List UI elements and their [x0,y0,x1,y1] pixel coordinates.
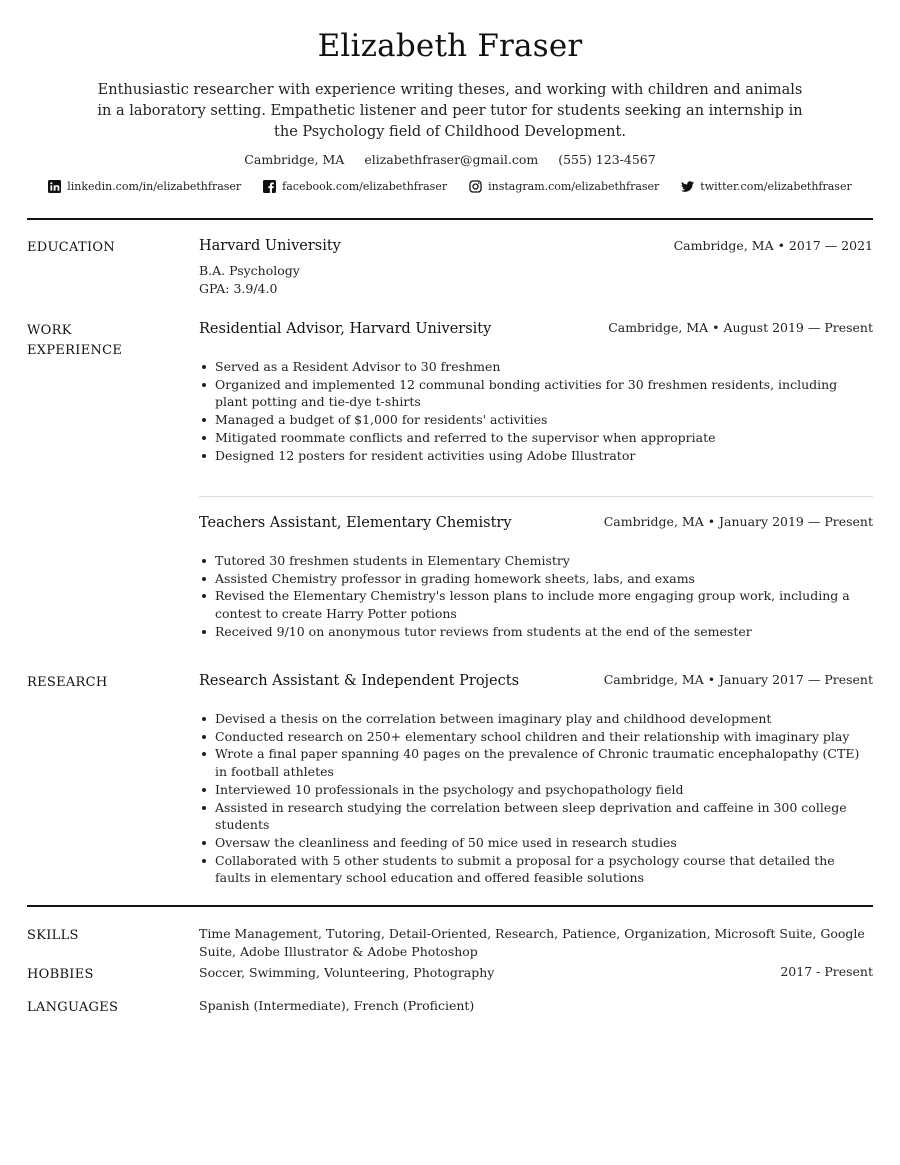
education-gpa: GPA: 3.9/4.0 [199,281,278,296]
list-item: Designed 12 posters for resident activities using Adobe Illustrator [199,447,873,465]
education-school: Harvard University [199,238,341,254]
job-title: Residential Advisor, Harvard University [199,321,492,337]
twitter-icon [681,180,694,193]
skills-label: SKILLS [27,928,79,943]
job-divider [199,496,873,497]
list-item: Interviewed 10 professionals in the psychology and psychopathology field [199,781,873,799]
phone: (555) 123-4567 [558,152,656,167]
linkedin-icon [48,180,61,193]
summary: Enthusiastic researcher with experience writing theses, and working with children and animals in a laboratory setting. Empathetic listener and peer tutor for students seeking an internship in the Psychology field of Childhood Development. [97,82,803,140]
list-item: Received 9/10 on anonymous tutor reviews from students at the end of the semester [199,623,873,641]
job-title: Teachers Assistant, Elementary Chemistry [199,515,512,531]
research-meta: Cambridge, MA • January 2017 — Present [603,672,873,687]
work-experience-label [27,321,122,361]
list-item: Collaborated with 5 other students to submit a proposal for a psychology course that detailed the faults in elementary school education and offered feasible solutions [199,852,873,887]
education-degree: B.A. Psychology [199,263,300,278]
linkedin-url: linkedin.com/in/elizabethfraser [67,180,242,193]
education-label: EDUCATION [27,240,116,255]
list-item: Conducted research on 250+ elementary school children and their relationship with imaginary play [199,728,873,746]
job-bullets [199,358,873,464]
list-item: Tutored 30 freshmen students in Elementary Chemistry [199,552,873,570]
list-item: Mitigated roommate conflicts and referred to the supervisor when appropriate [199,429,873,447]
facebook-icon [263,180,276,193]
email[interactable]: elizabethfraser@gmail.com [364,152,539,167]
list-item: Managed a budget of $1,000 for residents' activities [199,411,873,429]
research-bullets [199,710,873,887]
hobbies-text: Soccer, Swimming, Volunteering, Photography [199,965,495,980]
list-item: Revised the Elementary Chemistry's lesson plans to include more engaging group work, including a contest to create Harry Potter potions [199,587,873,622]
facebook-link[interactable] [263,180,447,193]
location: Cambridge, MA [244,152,345,167]
skills-text: Time Management, Tutoring, Detail-Oriented, Research, Patience, Organization, Microsoft Suite, Google Suite, Adobe Illustrator & Adobe Photoshop [199,926,865,959]
header-divider [27,218,873,220]
job-bullets [199,552,873,641]
twitter-url: twitter.com/elizabethfraser [700,180,852,193]
twitter-link[interactable] [681,180,851,193]
list-item: Assisted in research studying the correlation between sleep deprivation and caffeine in 300 college students [199,799,873,834]
list-item: Served as a Resident Advisor to 30 freshmen [199,358,873,376]
instagram-icon [469,180,482,193]
list-item: Assisted Chemistry professor in grading homework sheets, labs, and exams [199,570,873,588]
social-links [0,180,900,193]
work-label-line2: EXPERIENCE [27,343,123,358]
list-item: Organized and implemented 12 communal bonding activities for 30 freshmen residents, including plant potting and tie-dye t-shirts [199,376,873,411]
facebook-url: facebook.com/elizabethfraser [282,180,448,193]
job-meta: Cambridge, MA • August 2019 — Present [608,320,873,335]
list-item: Devised a thesis on the correlation between imaginary play and childhood development [199,710,873,728]
resume-name: Elizabeth Fraser [317,28,583,64]
list-item: Wrote a final paper spanning 40 pages on the prevalence of Chronic traumatic encephalopathy (CTE) in football athletes [199,745,873,780]
languages-text: Spanish (Intermediate), French (Proficient) [199,998,475,1013]
linkedin-link[interactable] [48,180,241,193]
hobbies-meta: 2017 - Present [780,964,873,979]
list-item: Oversaw the cleanliness and feeding of 50 mice used in research studies [199,834,873,852]
research-title: Research Assistant & Independent Projects [199,673,520,689]
work-label-line1: WORK [27,323,72,338]
instagram-link[interactable] [469,180,659,193]
languages-label: LANGUAGES [27,1000,119,1015]
instagram-url: instagram.com/elizabethfraser [488,180,660,193]
job-meta: Cambridge, MA • January 2019 — Present [603,514,873,529]
hobbies-label: HOBBIES [27,967,94,982]
research-label: RESEARCH [27,675,108,690]
contact-line [0,152,900,167]
education-meta: Cambridge, MA • 2017 — 2021 [673,238,873,253]
skills-divider [27,905,873,907]
